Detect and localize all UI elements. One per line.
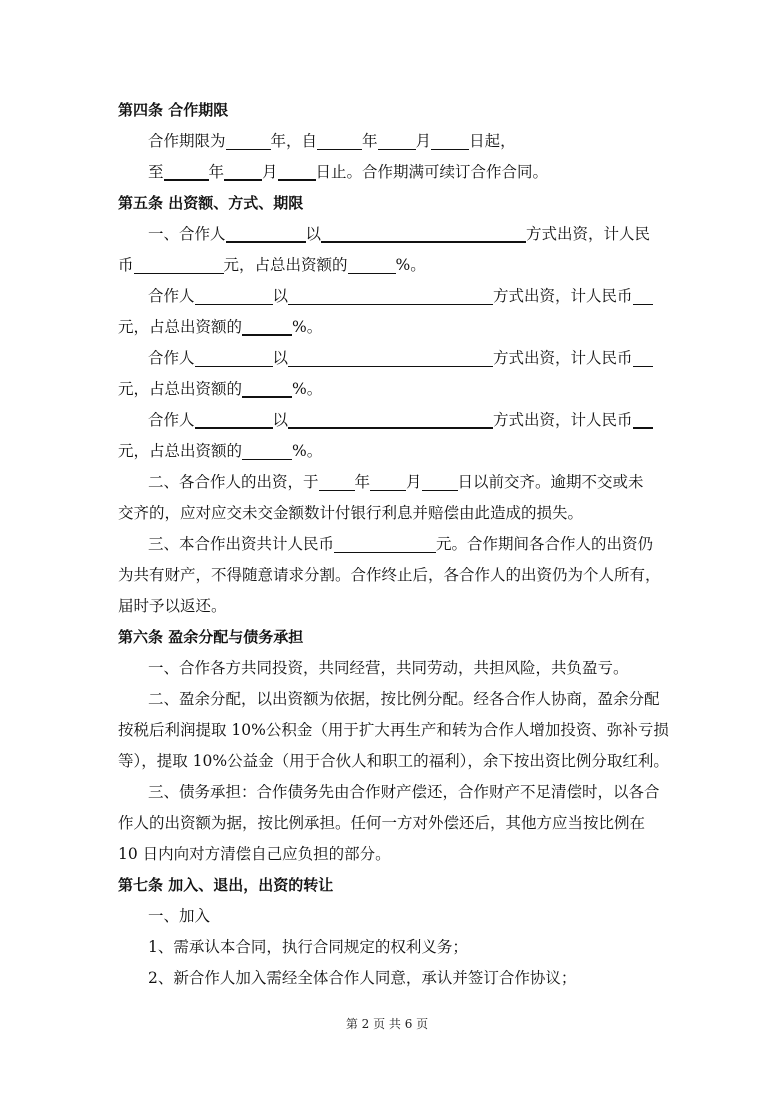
text: 月 <box>262 163 278 181</box>
blank-field[interactable] <box>242 315 292 336</box>
text: 方式出资，计人民 <box>526 225 651 243</box>
blank-field[interactable] <box>195 408 273 429</box>
blank-field[interactable] <box>633 285 653 305</box>
blank-field[interactable] <box>242 440 292 460</box>
text: 日起， <box>469 132 516 150</box>
text: 合作期限为 <box>148 132 226 150</box>
article-5-para-6c: 届时予以返还。 <box>118 597 227 615</box>
article-5-heading: 第五条 出资额、方式、期限 <box>118 194 304 212</box>
blank-field[interactable] <box>242 377 292 398</box>
text: 三、本合作出资共计人民币 <box>148 535 335 553</box>
blank-field[interactable] <box>348 254 396 274</box>
article-6-line-6: 作人的出资额为据，按比例承担。任何一方对外偿还后，其他方应当按比例在 <box>118 814 646 832</box>
text: 年 <box>354 473 371 491</box>
text: 日止。合作期满可续订合作合同。 <box>315 163 549 181</box>
text: 以 <box>272 349 289 367</box>
text: 年 <box>208 163 225 181</box>
article-6-line-5: 三、债务承担：合作债务先由合作财产偿还，合作财产不足清偿时，以各合 <box>148 783 660 801</box>
text: 月 <box>415 132 432 150</box>
blank-field[interactable] <box>633 347 653 367</box>
text: 合作人 <box>148 287 195 305</box>
text: %。 <box>292 318 323 336</box>
article-5-para-4a <box>148 405 774 435</box>
text: 方式出资，计人民币 <box>493 287 633 305</box>
article-7-line-1: 一、加入 <box>148 907 211 925</box>
blank-field[interactable] <box>321 222 526 243</box>
blank-field[interactable] <box>288 408 493 429</box>
text: 元，占总出资额的 <box>118 380 243 398</box>
text: 方式出资，计人民币 <box>493 349 633 367</box>
blank-field[interactable] <box>195 285 273 305</box>
article-5-para-3a <box>148 343 774 373</box>
text: 以 <box>272 411 289 429</box>
article-5-para-3b <box>118 374 774 404</box>
article-5-para-5b: 交齐的，应对应交未交金额数计付银行利息并赔偿由此造成的损失。 <box>118 504 584 522</box>
blank-field[interactable] <box>224 160 262 181</box>
article-4-heading: 第四条 合作期限 <box>118 101 229 119</box>
article-5-para-2b <box>118 312 774 342</box>
text: 二、各合作人的出资，于 <box>148 473 319 491</box>
text: 合作人 <box>148 349 195 367</box>
blank-field[interactable] <box>278 160 316 181</box>
text: 至 <box>148 163 164 181</box>
blank-field[interactable] <box>226 222 306 243</box>
blank-field[interactable] <box>195 347 273 367</box>
article-6-line-7: 10 日内向对方清偿自己应负担的部分。 <box>118 845 391 863</box>
text: 元，占总出资额的 <box>223 256 348 274</box>
article-6-line-4: 等），提取 10%公益金（用于合伙人和职工的福利），余下按出资比例分取红利。 <box>118 752 669 770</box>
text: 以 <box>305 225 322 243</box>
article-6-line-3: 按税后利润提取 10%公积金（用于扩大再生产和转为合作人增加投资、弥补亏损 <box>118 721 669 739</box>
blank-field[interactable] <box>334 533 436 553</box>
blank-field[interactable] <box>288 285 493 305</box>
article-5-para-5a <box>148 467 774 497</box>
text: 币 <box>118 256 134 274</box>
article-6-line-2: 二、盈余分配，以出资额为依据，按比例分配。经各合作人协商，盈余分配 <box>148 690 660 708</box>
article-5-para-6b: 为共有财产，不得随意请求分割。合作终止后，各合作人的出资仍为个人所有， <box>118 566 661 584</box>
article-4-line-2 <box>148 157 774 187</box>
article-6-line-1: 一、合作各方共同投资，共同经营，共同劳动，共担风险，共负盈亏。 <box>148 659 629 677</box>
blank-field[interactable] <box>226 130 271 150</box>
article-5-para-2a <box>148 281 774 311</box>
blank-field[interactable] <box>633 408 653 429</box>
article-6-heading: 第六条 盈余分配与债务承担 <box>118 628 304 646</box>
text: %。 <box>292 442 323 460</box>
text: 以 <box>272 287 289 305</box>
article-5-para-6a <box>148 529 774 559</box>
article-7-line-2: 1、需承认本合同，执行合同规定的权利义务； <box>148 938 468 956</box>
text: 元，占总出资额的 <box>118 442 243 460</box>
article-5-para-4b <box>118 436 774 466</box>
blank-field[interactable] <box>288 347 493 367</box>
text: 方式出资，计人民币 <box>493 411 633 429</box>
blank-field[interactable] <box>431 130 469 150</box>
article-7-line-3: 2、新合作人加入需经全体合作人同意，承认并签订合作协议； <box>148 969 577 987</box>
text: 元。合作期间各合作人的出资仍 <box>436 535 654 553</box>
text: 一、合作人 <box>148 225 226 243</box>
article-5-para-1a <box>148 219 774 249</box>
blank-field[interactable] <box>319 471 355 491</box>
text: %。 <box>292 380 323 398</box>
text: 年，自 <box>270 132 318 150</box>
blank-field[interactable] <box>370 471 406 491</box>
text: 元，占总出资额的 <box>118 318 243 336</box>
blank-field[interactable] <box>378 130 416 150</box>
blank-field[interactable] <box>317 130 362 150</box>
article-5-para-1b <box>118 250 774 280</box>
blank-field[interactable] <box>134 254 224 274</box>
blank-field[interactable] <box>164 160 209 181</box>
page-footer: 第 2 页 共 6 页 <box>345 1017 429 1031</box>
text: 日以前交齐。逾期不交或未 <box>457 473 644 491</box>
text: 月 <box>406 473 422 491</box>
blank-field[interactable] <box>422 471 458 491</box>
article-4-line-1 <box>148 126 774 156</box>
article-7-heading: 第七条 加入、退出，出资的转让 <box>118 876 334 894</box>
text: %。 <box>395 256 426 274</box>
text: 年 <box>362 132 378 150</box>
text: 合作人 <box>148 411 195 429</box>
